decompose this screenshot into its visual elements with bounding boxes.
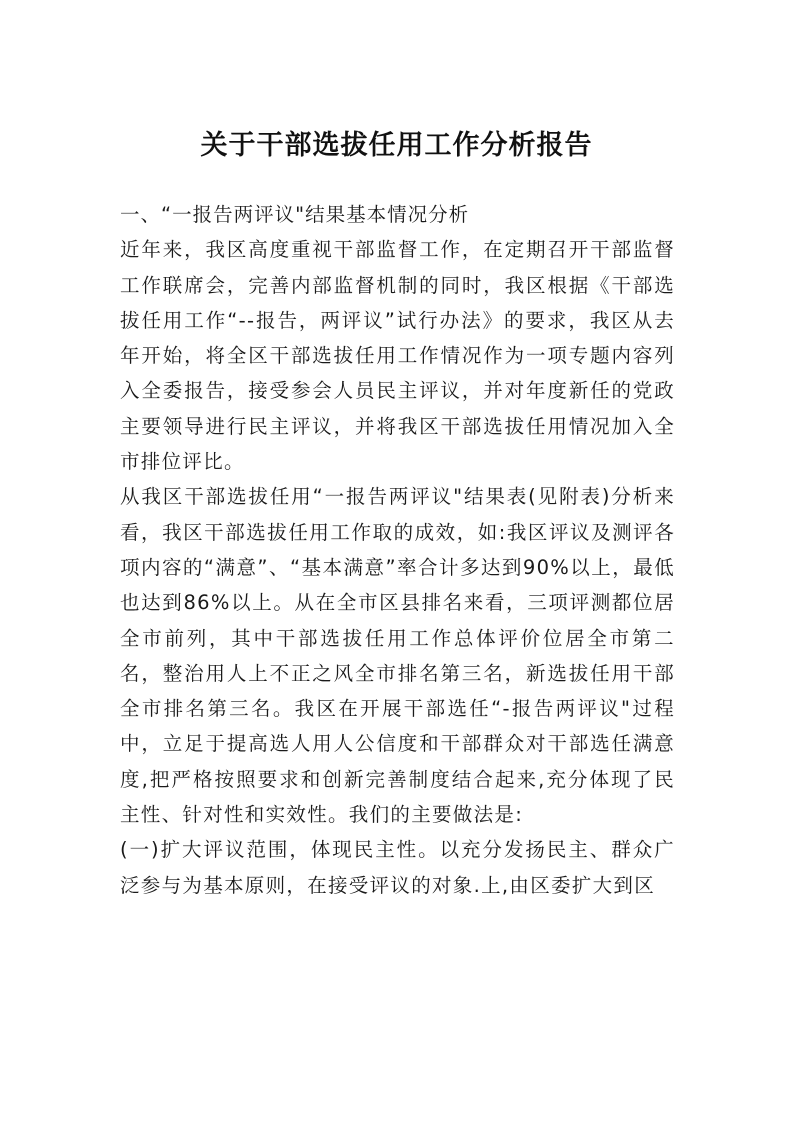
document-body (120, 197, 675, 903)
paragraph-expand-scope: (一)扩大评议范围，体现民主性。以充分发扬民主、群众广泛参与为基本原则，在接受评议的对象.上,由区委扩大到区 (120, 838, 675, 897)
section-heading: 一、“一报告两评议"结果基本情况分析 (120, 203, 470, 226)
document-title: 关于干部选拔任用工作分析报告 (200, 130, 593, 161)
paragraph-background: 近年来，我区高度重视干部监督工作，在定期召开干部监督工作联席会，完善内部监督机制的同时，我区根据《干部选拔任用工作“--报告，两评议”试行办法》的要求，我区从去年开始，将全区干部选拔任用工作情况作为一项专题内容列入全委报告，接受参会人员民主评议，并对年度新任的党政主要领导进行民主评议，并将我区干部选拔任用情况加入全市排位评比。 (120, 238, 675, 474)
paragraph-results-analysis: 从我区干部选拔任用“一报告两评议"结果表(见附表)分析来看，我区干部选拔任用工作取的成效，如:我区评议及测评各项内容的“满意”、“基本满意”率合计多达到90%以上，最低也达到86%以上。从在全市区县排名来看，三项评测都位居全市前列，其中干部选拔任用工作总体评价位居全市第二名，整治用人上不正之风全市排名第三名，新选拔任用干部全市排名第三名。我区在开展干部选任“-报告两评议"过程中，立足于提高选人用人公信度和干部群众对干部选任满意度,把严格按照要求和创新完善制度结合起来,充分体现了民主性、针对性和实效性。我们的主要做法是: (120, 485, 675, 827)
